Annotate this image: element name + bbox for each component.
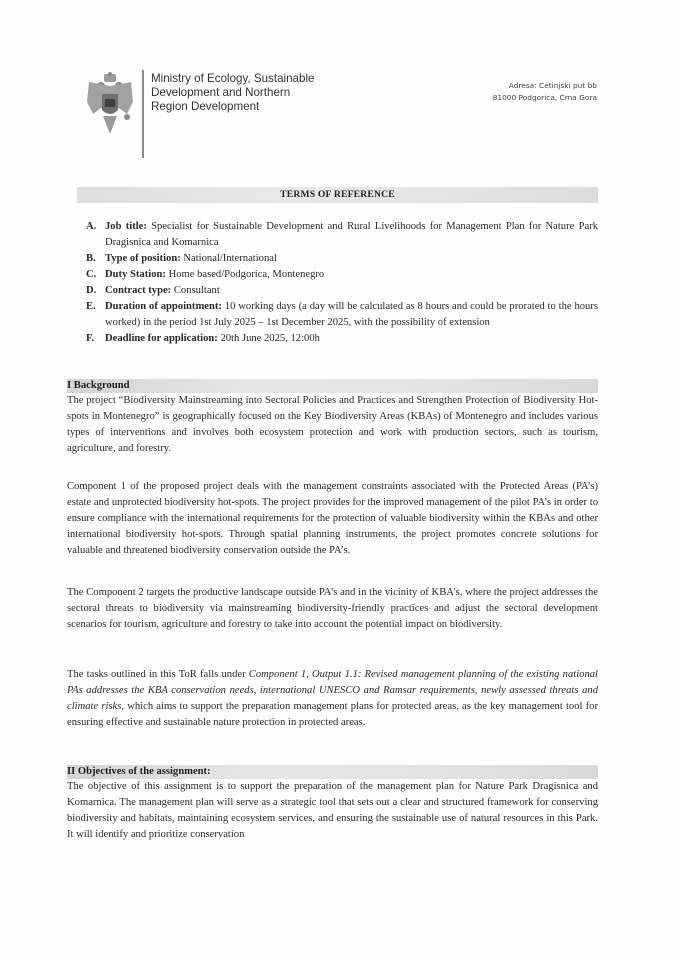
item-label: Job title: — [105, 221, 147, 232]
item-label: Contract type: — [105, 285, 172, 296]
document-title: TERMS OF REFERENCE — [280, 189, 395, 200]
tor-item-job-title — [86, 219, 598, 251]
ministry-address — [407, 80, 597, 104]
section-background-component-1 — [67, 479, 598, 559]
ministry-name — [151, 72, 314, 114]
italic-reference: Component 1, Output 1.1: Revised management planning of the existing national PAs addresses the KBA conservation needs, international UNESCO and Ramsar requirements, newly assessed threats and climate risks — [67, 669, 598, 712]
tor-details-list — [86, 219, 598, 347]
document-title-bar — [77, 187, 598, 203]
list-marker: B. — [86, 253, 96, 264]
list-marker: E. — [86, 301, 96, 312]
list-marker: F. — [86, 333, 95, 344]
text-run: The tasks outlined in this ToR falls under — [67, 669, 249, 680]
section-background-component-2 — [67, 585, 598, 633]
ministry-line-1: Ministry of Ecology, Sustainable — [151, 72, 315, 85]
letterhead — [85, 70, 605, 165]
item-value: Consultant — [171, 285, 220, 296]
item-value: National/International — [180, 253, 277, 264]
item-value: 20th June 2025, 12:00h — [217, 333, 320, 344]
tor-item-duty-station — [86, 267, 598, 283]
list-marker: C. — [86, 269, 97, 280]
paragraph: The Component 2 targets the productive landscape outside PA’s and in the vicinity of KBA’s, where the project addresses the sectoral threats to biodiversity via mainstreaming biodiversity-friendly practices and adjust the sectoral development scenarios for tourism, agriculture and forestry to take into account the potential impact on biodiversity. — [67, 587, 598, 630]
tor-item-deadline — [86, 331, 598, 347]
address-line-1: Adresa: Cetinjski put bb — [508, 81, 597, 90]
item-label: Type of position: — [105, 253, 181, 264]
address-line-2: 81000 Podgorica, Crna Gora — [492, 93, 597, 102]
item-label: Deadline for application: — [105, 333, 218, 344]
item-value: Specialist for Sustainable Development and Rural Livelihoods for Management Plan for Nature Park Dragisnica and Komarnica — [105, 221, 598, 248]
list-marker: A. — [86, 221, 97, 232]
tor-item-contract-type — [86, 283, 598, 299]
ministry-line-3: Region Development — [151, 100, 260, 113]
section-heading: II Objectives of the assignment: — [67, 765, 598, 779]
item-label: Duration of appointment: — [105, 301, 222, 312]
item-value: 10 working days (a day will be calculated as 8 hours and could be prorated to the hours worked) in the period 1st July 2025 – 1st December 2025, with the possibility of extension — [105, 301, 598, 328]
ministry-line-2: Development and Northern — [151, 86, 291, 99]
paragraph: Component 1 of the proposed project deals with the management constraints associated with the Protected Areas (PA’s) estate and unprotected biodiversity hot-spots. The project provides for the improved management of the pilot PA’s in order to ensure compliance with the international requirements for the protection of valuable biodiversity within the KBAs and other international biodiversity hot-spots. Through spatial planning instruments, the project promotes concrete solutions for valuable and threatened biodiversity conservation outside the PA’s. — [67, 481, 598, 556]
section-objectives — [67, 765, 598, 843]
section-background — [67, 379, 598, 457]
text-run: , which aims to support the preparation management plans for protected areas, as the key management tool for ensuring effective and sustainable nature protection in protected areas. — [67, 701, 598, 728]
section-heading: I Background — [67, 379, 598, 393]
tor-item-duration — [86, 299, 598, 331]
tor-item-type-of-position — [86, 251, 598, 267]
paragraph: The objective of this assignment is to support the preparation of the management plan for Nature Park Dragisnica and Komarnica. The management plan will serve as a strategic tool that sets out a clear and structured framework for conserving biodiversity and habitats, maintaining ecosystem services, and ensuring the sustainable use of natural resources in this Park. It will identify and prioritize conservation — [67, 781, 598, 840]
paragraph: The project “Biodiversity Mainstreaming into Sectoral Policies and Practices and Strengthen Protection of Biodiversity Hot-spots in Montenegro” is geographically focused on the Key Biodiversity Areas (KBAs) of Montenegro and includes various types of interventions and involves both ecosystem protection and work with production sectors, such as tourism, agriculture, and forestry. — [67, 395, 598, 454]
paragraph — [67, 667, 598, 731]
letterhead-divider — [142, 70, 144, 158]
item-label: Duty Station: — [105, 269, 166, 280]
item-value: Home based/Podgorica, Montenegro — [165, 269, 325, 280]
list-marker: D. — [86, 285, 97, 296]
section-background-tasks — [67, 667, 598, 731]
coat-of-arms-icon — [85, 72, 135, 138]
